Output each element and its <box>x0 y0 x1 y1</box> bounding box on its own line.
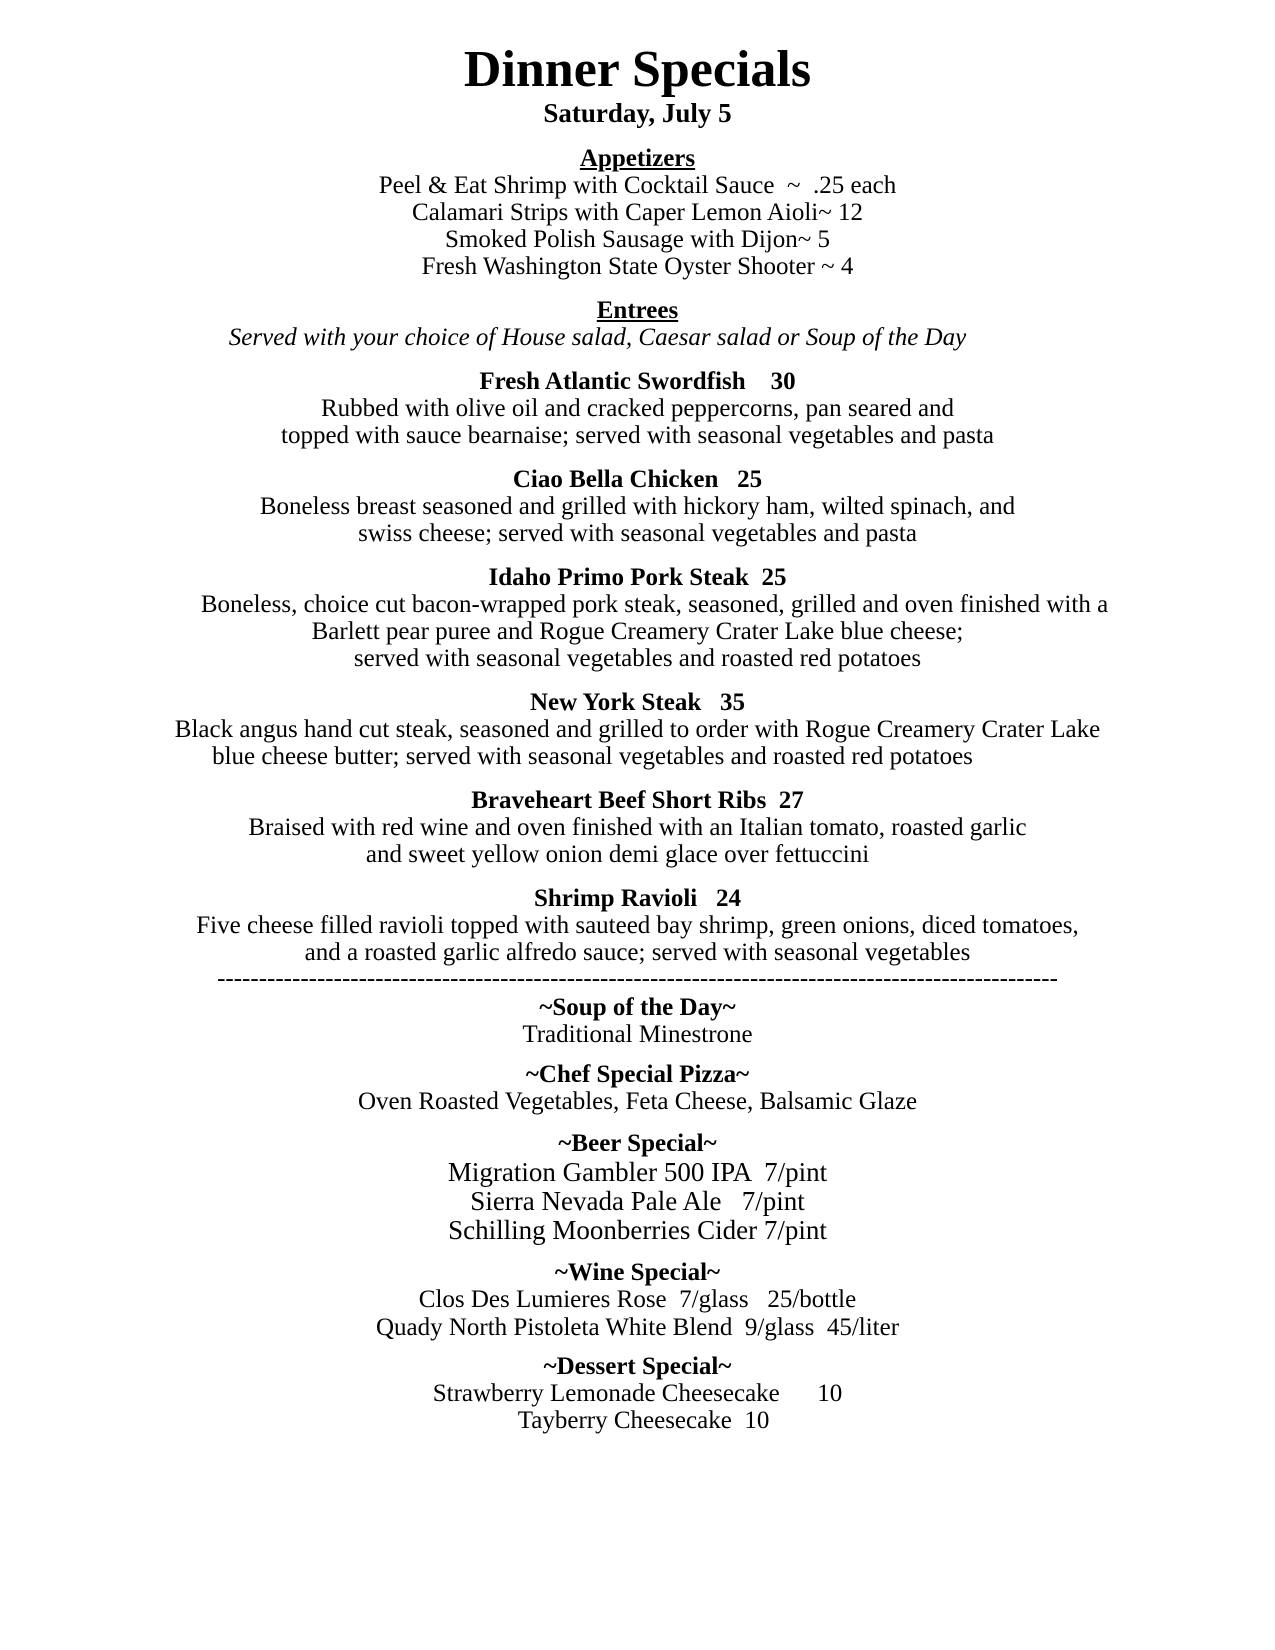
dish-description: and sweet yellow onion demi glace over fettuccini <box>365 841 870 868</box>
entrees-heading: Entrees <box>596 297 679 324</box>
wine-item: Clos Des Lumieres Rose 7/glass 25/bottle <box>418 1286 857 1313</box>
page-title: Dinner Specials <box>463 41 812 98</box>
dish-description: and a roasted garlic alfredo sauce; served with seasonal vegetables <box>304 939 971 966</box>
dish-title: Ciao Bella Chicken 25 <box>512 466 763 493</box>
section-divider: ----------------------------------------------------------------------------------------------------- <box>217 966 1058 991</box>
soup-item: Traditional Minestrone <box>522 1021 753 1048</box>
dessert-heading: ~Dessert Special~ <box>543 1353 732 1380</box>
dish-description: blue cheese butter; served with seasonal vegetables and roasted red potatoes <box>212 743 973 770</box>
dish-title: Braveheart Beef Short Ribs 27 <box>471 787 804 814</box>
dish-description: Boneless breast seasoned and grilled with hickory ham, wilted spinach, and <box>259 493 1016 520</box>
dessert-item: Strawberry Lemonade Cheesecake 10 <box>432 1380 843 1407</box>
dessert-item: Tayberry Cheesecake 10 <box>505 1407 770 1434</box>
appetizer-item: Fresh Washington State Oyster Shooter ~ 4 <box>421 253 854 280</box>
dish-description: Rubbed with olive oil and cracked peppercorns, pan seared and <box>320 395 955 422</box>
appetizer-item: Smoked Polish Sausage with Dijon~ 5 <box>444 226 831 253</box>
dish-description: Braised with red wine and oven finished with an Italian tomato, roasted garlic <box>248 814 1027 841</box>
wine-heading: ~Wine Special~ <box>554 1259 721 1286</box>
dish-description: Five cheese filled ravioli topped with sauteed bay shrimp, green onions, diced tomatoes, <box>196 912 1079 939</box>
dish-title: Fresh Atlantic Swordfish 30 <box>479 368 796 395</box>
dish-description: topped with sauce bearnaise; served with seasonal vegetables and pasta <box>281 422 994 449</box>
dish-description: Boneless, choice cut bacon-wrapped pork steak, seasoned, grilled and oven finished with a <box>200 591 1109 618</box>
dish-description: served with seasonal vegetables and roasted red potatoes <box>353 645 922 672</box>
appetizers-heading: Appetizers <box>579 145 696 172</box>
dish-description: swiss cheese; served with seasonal vegetables and pasta <box>358 520 917 547</box>
beer-item: Schilling Moonberries Cider 7/pint <box>448 1215 827 1245</box>
dish-description: Black angus hand cut steak, seasoned and grilled to order with Rogue Creamery Crater Lake <box>174 716 1101 743</box>
wine-item: Quady North Pistoleta White Blend 9/glass 45/liter <box>375 1314 900 1341</box>
appetizer-item: Peel & Eat Shrimp with Cocktail Sauce ~ .25 each <box>378 172 897 199</box>
beer-item: Migration Gambler 500 IPA 7/pint <box>447 1157 828 1187</box>
dish-title: Idaho Primo Pork Steak 25 <box>488 564 787 591</box>
dish-description: Barlett pear puree and Rogue Creamery Crater Lake blue cheese; <box>311 618 964 645</box>
pizza-heading: ~Chef Special Pizza~ <box>525 1061 750 1088</box>
beer-item: Sierra Nevada Pale Ale 7/pint <box>470 1186 805 1216</box>
beer-heading: ~Beer Special~ <box>558 1130 717 1157</box>
menu-date: Saturday, July 5 <box>543 98 732 128</box>
dish-title: Shrimp Ravioli 24 <box>534 885 741 912</box>
appetizer-item: Calamari Strips with Caper Lemon Aioli~ 12 <box>412 199 863 226</box>
soup-heading: ~Soup of the Day~ <box>539 994 736 1021</box>
dish-title: New York Steak 35 <box>529 689 746 716</box>
entrees-note: Served with your choice of House salad, Caesar salad or Soup of the Day <box>228 324 967 351</box>
pizza-item: Oven Roasted Vegetables, Feta Cheese, Balsamic Glaze <box>357 1088 918 1115</box>
